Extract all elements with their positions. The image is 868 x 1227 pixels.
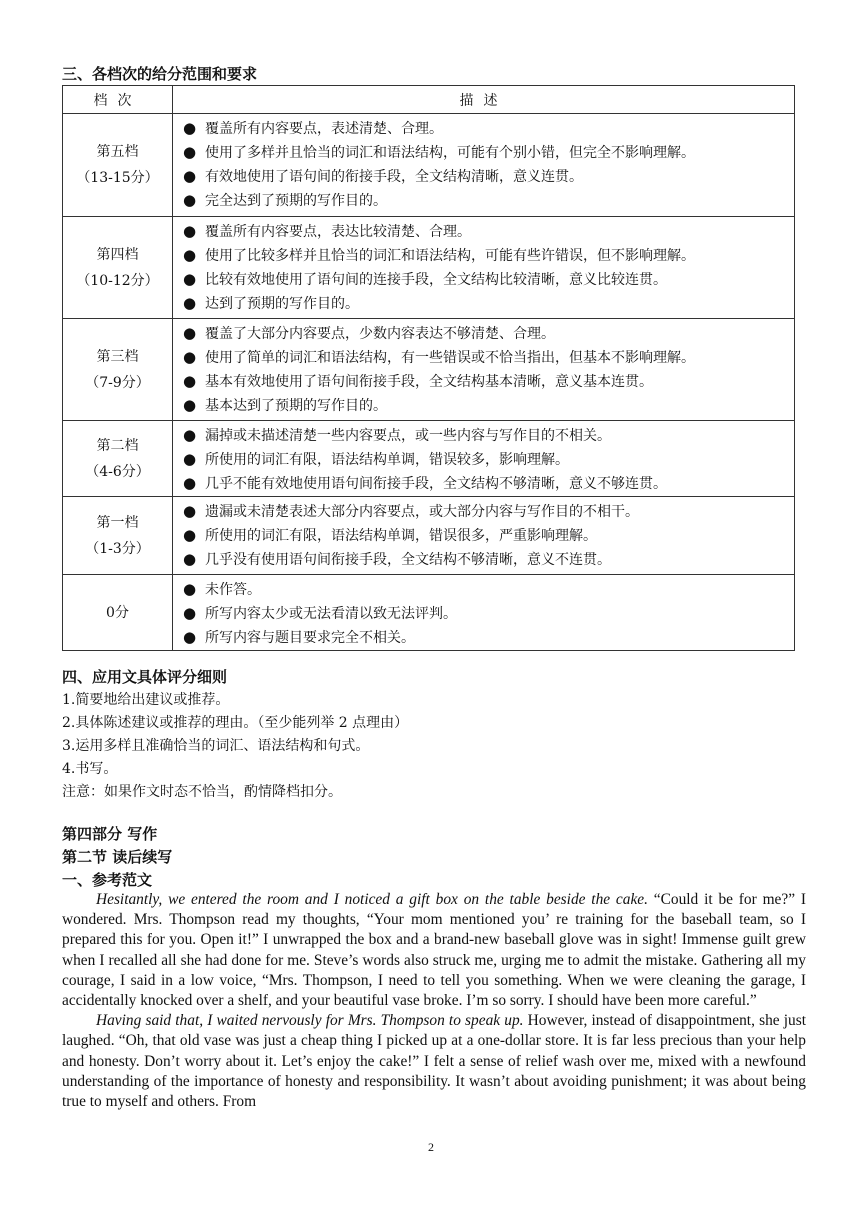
criteria-item: ● 有效地使用了语句间的衔接手段，全文结构清晰，意义连贯。 (183, 165, 794, 189)
criteria-item: ● 使用了多样并且恰当的词汇和语法结构，可能有个别小错，但完全不影响理解。 (183, 141, 794, 165)
grade-level-name: 第四档 (96, 246, 139, 263)
criteria-item: ● 覆盖所有内容要点，表达比较清楚、合理。 (183, 220, 794, 244)
rule-note: 注意：如果作文时态不恰当，酌情降档扣分。 (62, 784, 342, 800)
criteria-item: ● 使用了简单的词汇和语法结构，有一些错误或不恰当指出，但基本不影响理解。 (183, 346, 794, 370)
criteria-item: ● 所使用的词汇有限，语法结构单调，错误很多，严重影响理解。 (183, 524, 794, 548)
grade-desc-cell (173, 114, 795, 217)
criteria-item: ● 所使用的词汇有限，语法结构单调，错误较多，影响理解。 (183, 448, 794, 472)
criteria-item: ● 基本有效地使用了语句间衔接手段，全文结构基本清晰，意义基本连贯。 (183, 370, 794, 394)
part4-header (62, 823, 172, 892)
rule-line: 2.具体陈述建议或推荐的理由。（至少能列举 2 点理由） (62, 715, 409, 731)
grade-row (63, 319, 795, 421)
criteria-item: ● 遗漏或未清楚表述大部分内容要点，或大部分内容与写作目的不相干。 (183, 500, 794, 524)
essay-p2-body: However, instead of disappointment, she just laughed. “Oh, that old vase was just a cheap thing I picked up at a one-dollar store. It is far less precious than your help and honesty. Don’t worry about it. Let’s enjoy the cake!” I felt a sense of relief wash over me, mixed with a newfound understanding of the importance of honesty and responsibility. It wasn’t about avoiding punishment; it was about being true to myself and others. From (62, 1012, 807, 1111)
grade-level-name: 0分 (106, 604, 129, 621)
grade-level-cell (63, 421, 173, 497)
section4-title: 四、应用文具体评分细则 (62, 668, 228, 686)
grade-level-range: （13-15分） (76, 170, 159, 186)
criteria-item: ● 几乎不能有效地使用语句间衔接手段，全文结构不够清晰，意义不够连贯。 (183, 472, 794, 496)
essay-paragraph-1 (62, 890, 806, 1011)
essay-p1-opening: Hesitantly, we entered the room and I noticed a gift box on the table beside the cake. (96, 891, 648, 908)
grading-table (62, 85, 795, 651)
section4 (62, 666, 408, 804)
grade-desc-cell (173, 319, 795, 421)
grade-row (63, 421, 795, 497)
grade-level-cell (63, 575, 173, 651)
grade-level-cell (63, 114, 173, 217)
grade-level-range: （7-9分） (85, 374, 150, 391)
grade-level-name: 第一档 (96, 514, 139, 531)
grading-table-header (63, 86, 795, 114)
essay-paragraph-2 (62, 1011, 806, 1112)
grade-level-range: （10-12分） (76, 272, 159, 289)
grade-level-name: 第三档 (96, 348, 139, 365)
criteria-item: ● 完全达到了预期的写作目的。 (183, 189, 794, 213)
criteria-item: ● 漏掉或未描述清楚一些内容要点，或一些内容与写作目的不相关。 (183, 424, 794, 448)
header-desc: 描述 (173, 86, 795, 114)
grade-row (63, 217, 795, 319)
essay-p2-opening: Having said that, I waited nervously for Mrs. Thompson to speak up. (96, 1012, 524, 1030)
header-level: 档次 (63, 86, 173, 114)
section3-title: 三、各档次的给分范围和要求 (62, 65, 258, 83)
grade-desc-cell (173, 497, 795, 575)
criteria-item: ● 达到了预期的写作目的。 (183, 292, 794, 316)
essay-p1-body: “Could it be for me?” I wondered. Mrs. Thompson read my thoughts, “Your mom mentioned you’ re training for the baseball team, so I prepared this for you. Open it!” I unwrapped the box and a brand-new baseball glove was in sight! Immense guilt grew when I recalled all she had done for me. Steve’s words also struck me, urging me to admit the mistake. Gathering all my courage, I said in a low voice, “Mrs. Thompson, I need to tell you something. When we were cleaning the garage, I accidentally knocked over a shelf, and your beautiful vase broke. I’m so sorry. I should have been more careful.” (62, 891, 806, 1010)
part4-subtitle: 第二节 读后续写 (62, 848, 173, 866)
criteria-item: ● 覆盖所有内容要点，表述清楚、合理。 (183, 117, 794, 141)
criteria-item: ● 所写内容与题目要求完全不相关。 (183, 626, 794, 650)
grade-level-name: 第五档 (96, 144, 139, 160)
grade-level-range: （1-3分） (85, 540, 150, 557)
criteria-item: ● 基本达到了预期的写作目的。 (183, 394, 794, 418)
page-number: 2 (428, 1140, 434, 1154)
criteria-item: ● 覆盖了大部分内容要点，少数内容表达不够清楚、合理。 (183, 322, 794, 346)
criteria-item: ● 几乎没有使用语句间衔接手段，全文结构不够清晰，意义不连贯。 (183, 548, 794, 572)
rule-line: 3.运用多样且准确恰当的词汇、语法结构和句式。 (62, 738, 370, 754)
grade-desc-cell (173, 575, 795, 651)
grade-desc-cell (173, 217, 795, 319)
criteria-item: ● 比较有效地使用了语句间的连接手段，全文结构比较清晰，意义比较连贯。 (183, 268, 794, 292)
criteria-item: ● 所写内容太少或无法看清以致无法评判。 (183, 602, 794, 626)
grade-level-cell (63, 497, 173, 575)
part4-title: 第四部分 写作 (62, 825, 158, 843)
grade-level-range: （4-6分） (85, 463, 150, 480)
criteria-item: ● 使用了比较多样并且恰当的词汇和语法结构，可能有些许错误，但不影响理解。 (183, 244, 794, 268)
grade-row (63, 497, 795, 575)
grade-level-cell (63, 217, 173, 319)
reference-essay (62, 890, 806, 1112)
grade-desc-cell (173, 421, 795, 497)
grade-level-cell (63, 319, 173, 421)
grade-row (63, 575, 795, 651)
rule-line: 1.简要地给出建议或推荐。 (62, 692, 230, 708)
criteria-item: ● 未作答。 (183, 578, 794, 602)
grade-level-name: 第二档 (96, 437, 139, 454)
grade-row (63, 114, 795, 217)
rule-line: 4.书写。 (62, 761, 118, 777)
reference-essay-title: 一、参考范文 (62, 871, 153, 889)
